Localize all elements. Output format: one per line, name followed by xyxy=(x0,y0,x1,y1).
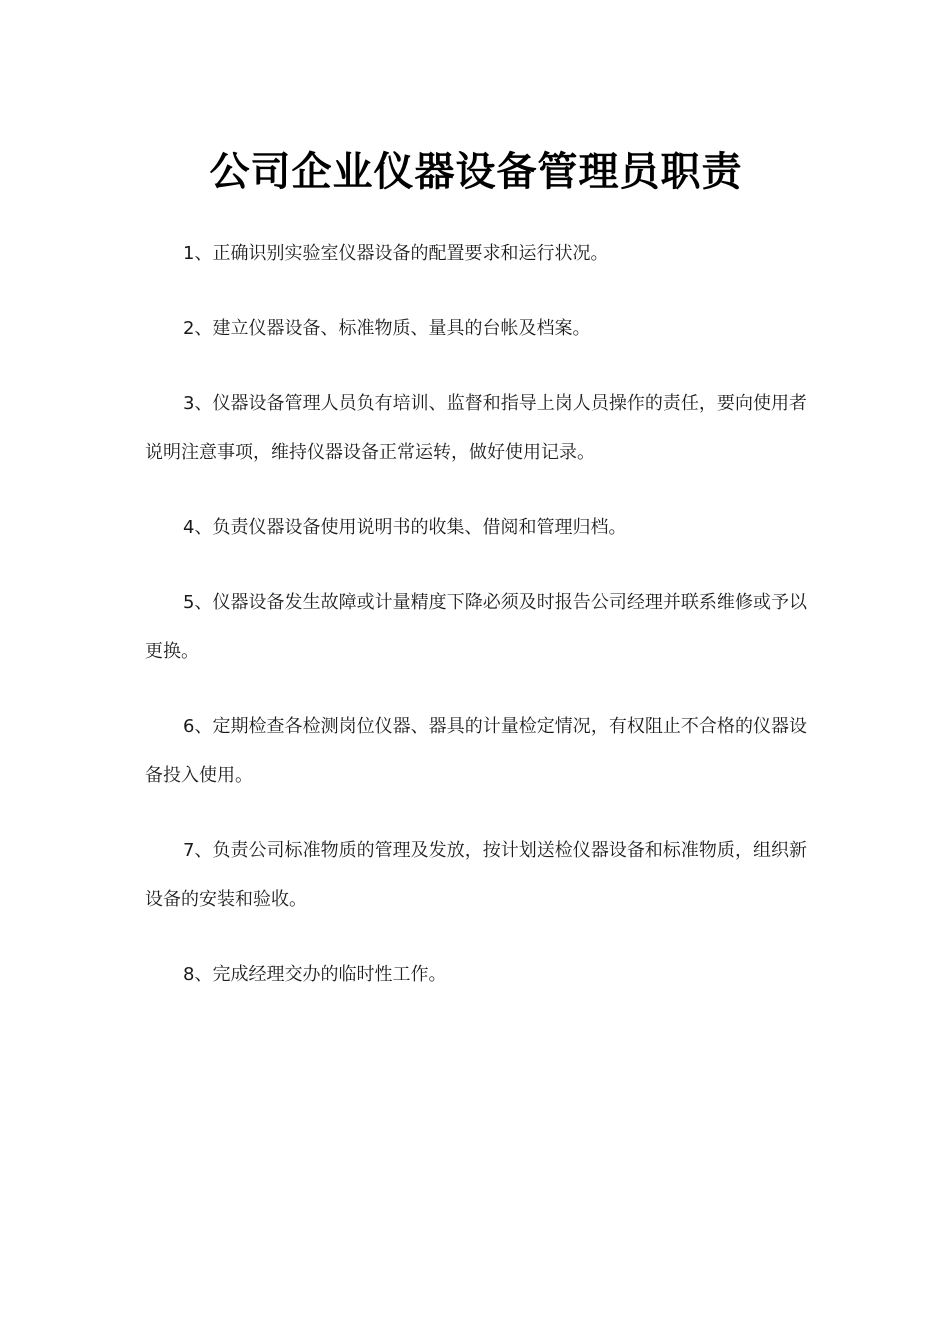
duty-item-3: 3、仪器设备管理人员负有培训、监督和指导上岗人员操作的责任，要向使用者说明注意事项，维持仪器设备正常运转，做好使用记录。 xyxy=(145,393,807,463)
duty-item-1: 1、正确识别实验室仪器设备的配置要求和运行状况。 xyxy=(183,243,609,264)
document-title: 公司企业仪器设备管理员职责 xyxy=(209,149,743,195)
duty-item-4: 4、负责仪器设备使用说明书的收集、借阅和管理归档。 xyxy=(183,517,627,538)
duty-item-5: 5、仪器设备发生故障或计量精度下降必须及时报告公司经理并联系维修或予以更换。 xyxy=(145,592,807,662)
document-page xyxy=(145,0,807,1344)
document-body xyxy=(145,229,807,1025)
duty-item-2: 2、建立仪器设备、标准物质、量具的台帐及档案。 xyxy=(183,318,591,339)
duty-item-6: 6、定期检查各检测岗位仪器、器具的计量检定情况，有权阻止不合格的仪器设备投入使用。 xyxy=(145,716,807,786)
duty-item-7: 7、负责公司标准物质的管理及发放，按计划送检仪器设备和标准物质，组织新设备的安装和验收。 xyxy=(145,840,807,910)
duty-item-8: 8、完成经理交办的临时性工作。 xyxy=(183,964,447,985)
